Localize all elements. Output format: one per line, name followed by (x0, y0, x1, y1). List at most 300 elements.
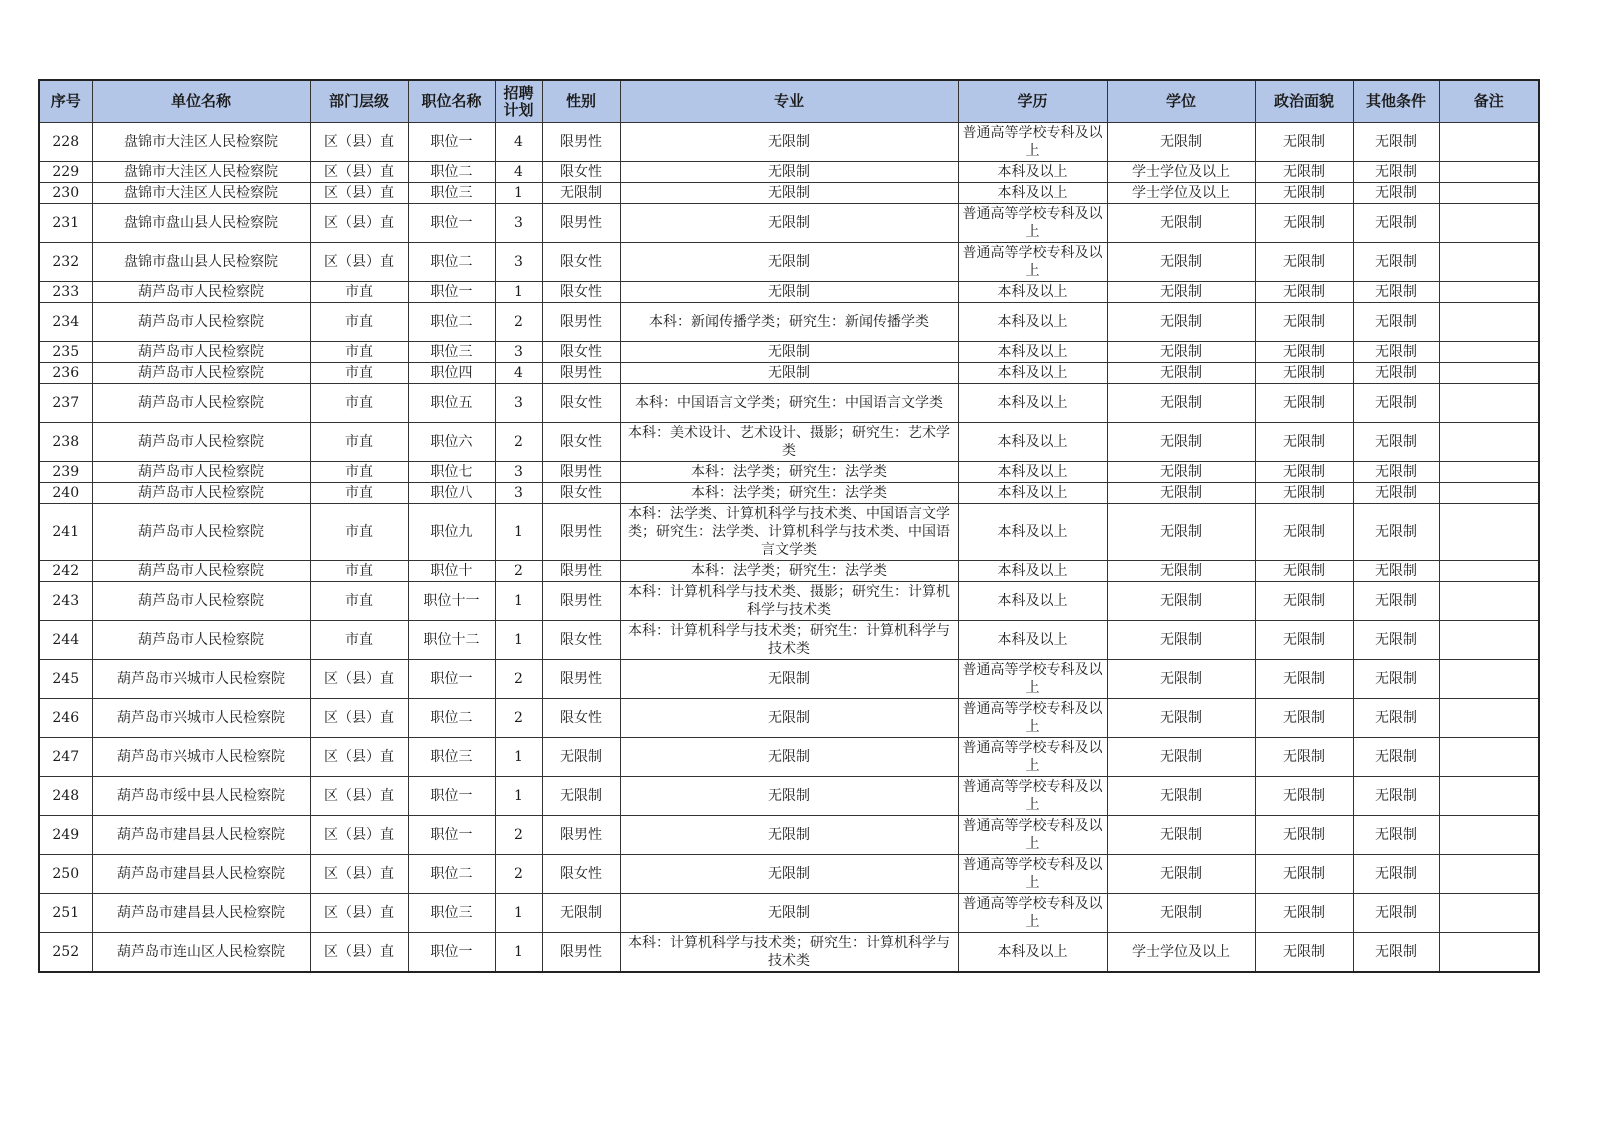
cell-recruitment-plan: 3 (495, 243, 542, 282)
cell-major: 无限制 (620, 183, 958, 204)
cell-major: 本科：新闻传播学类；研究生：新闻传播学类 (620, 303, 958, 342)
cell-major: 无限制 (620, 243, 958, 282)
cell-political-status: 无限制 (1255, 933, 1353, 973)
cell-remarks (1439, 462, 1539, 483)
cell-recruitment-plan: 2 (495, 699, 542, 738)
cell-recruitment-plan: 1 (495, 621, 542, 660)
cell-position-name: 职位一 (408, 777, 495, 816)
cell-serial-number: 235 (39, 342, 92, 363)
table-row (39, 621, 1539, 660)
cell-department-level: 市直 (310, 423, 408, 462)
cell-department-level: 区（县）直 (310, 738, 408, 777)
cell-gender: 限男性 (542, 816, 620, 855)
cell-political-status: 无限制 (1255, 816, 1353, 855)
cell-serial-number: 250 (39, 855, 92, 894)
table-row (39, 483, 1539, 504)
table-row (39, 423, 1539, 462)
table-row (39, 561, 1539, 582)
header-serial-number: 序号 (39, 80, 92, 123)
cell-remarks (1439, 816, 1539, 855)
cell-department-level: 区（县）直 (310, 243, 408, 282)
cell-recruitment-plan: 1 (495, 777, 542, 816)
cell-other-conditions: 无限制 (1353, 282, 1439, 303)
cell-position-name: 职位三 (408, 894, 495, 933)
cell-serial-number: 239 (39, 462, 92, 483)
recruitment-table (38, 79, 1540, 973)
cell-department-level: 区（县）直 (310, 816, 408, 855)
cell-serial-number: 242 (39, 561, 92, 582)
cell-department-level: 市直 (310, 303, 408, 342)
cell-unit-name: 葫芦岛市人民检察院 (92, 483, 310, 504)
cell-position-name: 职位六 (408, 423, 495, 462)
cell-remarks (1439, 660, 1539, 699)
cell-unit-name: 葫芦岛市人民检察院 (92, 342, 310, 363)
cell-position-name: 职位七 (408, 462, 495, 483)
cell-remarks (1439, 894, 1539, 933)
cell-major: 无限制 (620, 660, 958, 699)
cell-position-name: 职位九 (408, 504, 495, 561)
cell-other-conditions: 无限制 (1353, 699, 1439, 738)
cell-gender: 限女性 (542, 342, 620, 363)
cell-unit-name: 盘锦市大洼区人民检察院 (92, 183, 310, 204)
cell-degree: 无限制 (1107, 816, 1255, 855)
cell-serial-number: 230 (39, 183, 92, 204)
cell-remarks (1439, 561, 1539, 582)
cell-gender: 限女性 (542, 855, 620, 894)
cell-political-status: 无限制 (1255, 423, 1353, 462)
cell-department-level: 市直 (310, 621, 408, 660)
header-major: 专业 (620, 80, 958, 123)
cell-serial-number: 245 (39, 660, 92, 699)
cell-other-conditions: 无限制 (1353, 483, 1439, 504)
cell-unit-name: 盘锦市大洼区人民检察院 (92, 123, 310, 162)
cell-serial-number: 236 (39, 363, 92, 384)
cell-unit-name: 盘锦市盘山县人民检察院 (92, 243, 310, 282)
table-row (39, 384, 1539, 423)
cell-education: 普通高等学校专科及以上 (958, 855, 1107, 894)
cell-remarks (1439, 699, 1539, 738)
header-unit-name: 单位名称 (92, 80, 310, 123)
header-education: 学历 (958, 80, 1107, 123)
cell-other-conditions: 无限制 (1353, 423, 1439, 462)
cell-degree: 无限制 (1107, 303, 1255, 342)
cell-department-level: 区（县）直 (310, 777, 408, 816)
table-row (39, 303, 1539, 342)
cell-major: 无限制 (620, 282, 958, 303)
cell-serial-number: 247 (39, 738, 92, 777)
cell-department-level: 区（县）直 (310, 123, 408, 162)
cell-serial-number: 243 (39, 582, 92, 621)
cell-remarks (1439, 342, 1539, 363)
cell-recruitment-plan: 4 (495, 123, 542, 162)
cell-recruitment-plan: 1 (495, 183, 542, 204)
cell-unit-name: 葫芦岛市兴城市人民检察院 (92, 738, 310, 777)
cell-recruitment-plan: 4 (495, 363, 542, 384)
table-row (39, 660, 1539, 699)
cell-major: 本科：计算机科学与技术类；研究生：计算机科学与技术类 (620, 933, 958, 973)
cell-major: 无限制 (620, 738, 958, 777)
cell-education: 本科及以上 (958, 504, 1107, 561)
header-degree: 学位 (1107, 80, 1255, 123)
table-row (39, 933, 1539, 973)
cell-serial-number: 244 (39, 621, 92, 660)
cell-unit-name: 葫芦岛市兴城市人民检察院 (92, 699, 310, 738)
cell-gender: 限男性 (542, 204, 620, 243)
cell-political-status: 无限制 (1255, 561, 1353, 582)
cell-degree: 无限制 (1107, 243, 1255, 282)
cell-other-conditions: 无限制 (1353, 561, 1439, 582)
cell-recruitment-plan: 3 (495, 462, 542, 483)
cell-education: 本科及以上 (958, 303, 1107, 342)
cell-position-name: 职位二 (408, 162, 495, 183)
table-row (39, 894, 1539, 933)
cell-remarks (1439, 777, 1539, 816)
cell-department-level: 区（县）直 (310, 699, 408, 738)
cell-position-name: 职位八 (408, 483, 495, 504)
cell-other-conditions: 无限制 (1353, 816, 1439, 855)
table-row (39, 699, 1539, 738)
cell-degree: 无限制 (1107, 483, 1255, 504)
cell-department-level: 市直 (310, 384, 408, 423)
cell-department-level: 区（县）直 (310, 162, 408, 183)
cell-other-conditions: 无限制 (1353, 243, 1439, 282)
cell-gender: 限女性 (542, 282, 620, 303)
cell-position-name: 职位二 (408, 855, 495, 894)
cell-degree: 无限制 (1107, 621, 1255, 660)
cell-position-name: 职位十一 (408, 582, 495, 621)
cell-recruitment-plan: 2 (495, 303, 542, 342)
cell-gender: 限男性 (542, 933, 620, 973)
cell-gender: 限男性 (542, 363, 620, 384)
cell-major: 本科：美术设计、艺术设计、摄影；研究生：艺术学类 (620, 423, 958, 462)
cell-major: 本科：计算机科学与技术类、摄影；研究生：计算机科学与技术类 (620, 582, 958, 621)
cell-serial-number: 240 (39, 483, 92, 504)
cell-department-level: 区（县）直 (310, 204, 408, 243)
cell-other-conditions: 无限制 (1353, 363, 1439, 384)
cell-political-status: 无限制 (1255, 282, 1353, 303)
cell-other-conditions: 无限制 (1353, 462, 1439, 483)
cell-education: 普通高等学校专科及以上 (958, 204, 1107, 243)
table-row (39, 282, 1539, 303)
cell-degree: 无限制 (1107, 894, 1255, 933)
cell-position-name: 职位一 (408, 204, 495, 243)
cell-position-name: 职位一 (408, 123, 495, 162)
cell-major: 无限制 (620, 855, 958, 894)
cell-department-level: 区（县）直 (310, 855, 408, 894)
cell-unit-name: 葫芦岛市建昌县人民检察院 (92, 894, 310, 933)
table-row (39, 123, 1539, 162)
header-other-conditions: 其他条件 (1353, 80, 1439, 123)
cell-major: 本科：法学类、计算机科学与技术类、中国语言文学类；研究生：法学类、计算机科学与技术类、中国语言文学类 (620, 504, 958, 561)
cell-degree: 无限制 (1107, 504, 1255, 561)
cell-recruitment-plan: 3 (495, 204, 542, 243)
cell-serial-number: 231 (39, 204, 92, 243)
cell-degree: 无限制 (1107, 699, 1255, 738)
cell-position-name: 职位三 (408, 738, 495, 777)
cell-other-conditions: 无限制 (1353, 855, 1439, 894)
cell-gender: 限女性 (542, 483, 620, 504)
cell-degree: 学士学位及以上 (1107, 162, 1255, 183)
cell-serial-number: 252 (39, 933, 92, 973)
cell-major: 本科：法学类；研究生：法学类 (620, 483, 958, 504)
cell-remarks (1439, 738, 1539, 777)
cell-education: 普通高等学校专科及以上 (958, 777, 1107, 816)
cell-department-level: 市直 (310, 462, 408, 483)
table-row (39, 777, 1539, 816)
cell-education: 本科及以上 (958, 483, 1107, 504)
cell-department-level: 区（县）直 (310, 894, 408, 933)
cell-unit-name: 葫芦岛市兴城市人民检察院 (92, 660, 310, 699)
cell-recruitment-plan: 3 (495, 483, 542, 504)
cell-education: 本科及以上 (958, 363, 1107, 384)
cell-major: 无限制 (620, 162, 958, 183)
cell-other-conditions: 无限制 (1353, 123, 1439, 162)
cell-gender: 限女性 (542, 423, 620, 462)
cell-gender: 限男性 (542, 303, 620, 342)
cell-position-name: 职位四 (408, 363, 495, 384)
cell-degree: 无限制 (1107, 855, 1255, 894)
cell-political-status: 无限制 (1255, 582, 1353, 621)
table-row (39, 363, 1539, 384)
cell-remarks (1439, 123, 1539, 162)
cell-degree: 无限制 (1107, 123, 1255, 162)
cell-recruitment-plan: 1 (495, 894, 542, 933)
cell-unit-name: 葫芦岛市人民检察院 (92, 303, 310, 342)
cell-gender: 限女性 (542, 699, 620, 738)
table-row (39, 738, 1539, 777)
cell-recruitment-plan: 1 (495, 738, 542, 777)
cell-education: 本科及以上 (958, 183, 1107, 204)
cell-political-status: 无限制 (1255, 303, 1353, 342)
cell-position-name: 职位三 (408, 183, 495, 204)
cell-position-name: 职位一 (408, 282, 495, 303)
cell-degree: 无限制 (1107, 363, 1255, 384)
cell-education: 本科及以上 (958, 423, 1107, 462)
cell-department-level: 市直 (310, 561, 408, 582)
cell-unit-name: 葫芦岛市人民检察院 (92, 582, 310, 621)
cell-position-name: 职位一 (408, 660, 495, 699)
cell-remarks (1439, 243, 1539, 282)
cell-serial-number: 251 (39, 894, 92, 933)
cell-department-level: 市直 (310, 504, 408, 561)
header-position-name: 职位名称 (408, 80, 495, 123)
cell-unit-name: 盘锦市大洼区人民检察院 (92, 162, 310, 183)
table-row (39, 816, 1539, 855)
cell-recruitment-plan: 1 (495, 582, 542, 621)
cell-other-conditions: 无限制 (1353, 582, 1439, 621)
cell-position-name: 职位十 (408, 561, 495, 582)
cell-political-status: 无限制 (1255, 204, 1353, 243)
cell-political-status: 无限制 (1255, 384, 1353, 423)
cell-remarks (1439, 282, 1539, 303)
cell-gender: 限男性 (542, 561, 620, 582)
cell-gender: 限男性 (542, 582, 620, 621)
cell-serial-number: 248 (39, 777, 92, 816)
cell-political-status: 无限制 (1255, 621, 1353, 660)
cell-major: 本科：计算机科学与技术类；研究生：计算机科学与技术类 (620, 621, 958, 660)
cell-serial-number: 241 (39, 504, 92, 561)
cell-major: 本科：法学类；研究生：法学类 (620, 561, 958, 582)
cell-education: 本科及以上 (958, 582, 1107, 621)
cell-unit-name: 葫芦岛市人民检察院 (92, 561, 310, 582)
cell-recruitment-plan: 4 (495, 162, 542, 183)
cell-political-status: 无限制 (1255, 777, 1353, 816)
cell-unit-name: 葫芦岛市人民检察院 (92, 282, 310, 303)
table-row (39, 204, 1539, 243)
cell-department-level: 市直 (310, 582, 408, 621)
cell-other-conditions: 无限制 (1353, 303, 1439, 342)
table-row (39, 342, 1539, 363)
cell-education: 本科及以上 (958, 462, 1107, 483)
cell-other-conditions: 无限制 (1353, 777, 1439, 816)
cell-remarks (1439, 384, 1539, 423)
table-row (39, 462, 1539, 483)
cell-degree: 学士学位及以上 (1107, 183, 1255, 204)
cell-education: 普通高等学校专科及以上 (958, 660, 1107, 699)
cell-recruitment-plan: 2 (495, 423, 542, 462)
cell-education: 普通高等学校专科及以上 (958, 123, 1107, 162)
cell-unit-name: 葫芦岛市人民检察院 (92, 384, 310, 423)
cell-position-name: 职位二 (408, 699, 495, 738)
cell-serial-number: 233 (39, 282, 92, 303)
cell-political-status: 无限制 (1255, 483, 1353, 504)
cell-political-status: 无限制 (1255, 123, 1353, 162)
cell-remarks (1439, 303, 1539, 342)
cell-political-status: 无限制 (1255, 699, 1353, 738)
cell-recruitment-plan: 2 (495, 561, 542, 582)
cell-unit-name: 葫芦岛市建昌县人民检察院 (92, 816, 310, 855)
header-recruitment-plan: 招聘计划 (495, 80, 542, 123)
table-row (39, 162, 1539, 183)
cell-education: 本科及以上 (958, 621, 1107, 660)
cell-department-level: 区（县）直 (310, 933, 408, 973)
cell-degree: 无限制 (1107, 384, 1255, 423)
cell-political-status: 无限制 (1255, 504, 1353, 561)
cell-position-name: 职位一 (408, 816, 495, 855)
cell-serial-number: 232 (39, 243, 92, 282)
cell-degree: 无限制 (1107, 204, 1255, 243)
cell-gender: 限女性 (542, 384, 620, 423)
cell-unit-name: 葫芦岛市建昌县人民检察院 (92, 855, 310, 894)
cell-remarks (1439, 162, 1539, 183)
cell-gender: 限男性 (542, 660, 620, 699)
cell-recruitment-plan: 2 (495, 660, 542, 699)
cell-other-conditions: 无限制 (1353, 738, 1439, 777)
cell-education: 普通高等学校专科及以上 (958, 738, 1107, 777)
cell-other-conditions: 无限制 (1353, 504, 1439, 561)
cell-serial-number: 246 (39, 699, 92, 738)
cell-department-level: 市直 (310, 363, 408, 384)
cell-major: 无限制 (620, 816, 958, 855)
cell-political-status: 无限制 (1255, 162, 1353, 183)
cell-recruitment-plan: 3 (495, 342, 542, 363)
cell-remarks (1439, 483, 1539, 504)
cell-degree: 无限制 (1107, 423, 1255, 462)
cell-position-name: 职位三 (408, 342, 495, 363)
header-gender: 性别 (542, 80, 620, 123)
cell-gender: 无限制 (542, 777, 620, 816)
cell-gender: 限女性 (542, 162, 620, 183)
table-row (39, 582, 1539, 621)
table-body (39, 123, 1539, 973)
table-row (39, 183, 1539, 204)
cell-recruitment-plan: 2 (495, 855, 542, 894)
cell-gender: 限女性 (542, 243, 620, 282)
cell-degree: 无限制 (1107, 660, 1255, 699)
table-header-row (39, 80, 1539, 123)
cell-remarks (1439, 582, 1539, 621)
cell-other-conditions: 无限制 (1353, 162, 1439, 183)
cell-education: 普通高等学校专科及以上 (958, 894, 1107, 933)
cell-major: 无限制 (620, 204, 958, 243)
cell-other-conditions: 无限制 (1353, 933, 1439, 973)
cell-political-status: 无限制 (1255, 855, 1353, 894)
cell-position-name: 职位二 (408, 243, 495, 282)
cell-serial-number: 237 (39, 384, 92, 423)
cell-political-status: 无限制 (1255, 342, 1353, 363)
cell-education: 本科及以上 (958, 561, 1107, 582)
cell-position-name: 职位十二 (408, 621, 495, 660)
cell-remarks (1439, 933, 1539, 973)
cell-degree: 无限制 (1107, 738, 1255, 777)
cell-degree: 无限制 (1107, 777, 1255, 816)
cell-department-level: 区（县）直 (310, 660, 408, 699)
cell-unit-name: 葫芦岛市人民检察院 (92, 363, 310, 384)
cell-degree: 无限制 (1107, 282, 1255, 303)
cell-remarks (1439, 183, 1539, 204)
cell-political-status: 无限制 (1255, 738, 1353, 777)
cell-education: 本科及以上 (958, 933, 1107, 973)
cell-major: 无限制 (620, 777, 958, 816)
cell-political-status: 无限制 (1255, 894, 1353, 933)
cell-major: 本科：中国语言文学类；研究生：中国语言文学类 (620, 384, 958, 423)
cell-political-status: 无限制 (1255, 462, 1353, 483)
cell-degree: 无限制 (1107, 561, 1255, 582)
cell-gender: 无限制 (542, 738, 620, 777)
recruitment-table-container (38, 79, 1538, 973)
cell-recruitment-plan: 2 (495, 816, 542, 855)
table-row (39, 243, 1539, 282)
cell-major: 无限制 (620, 363, 958, 384)
cell-political-status: 无限制 (1255, 243, 1353, 282)
cell-gender: 限男性 (542, 504, 620, 561)
cell-education: 本科及以上 (958, 342, 1107, 363)
cell-major: 本科：法学类；研究生：法学类 (620, 462, 958, 483)
cell-remarks (1439, 621, 1539, 660)
cell-remarks (1439, 855, 1539, 894)
cell-major: 无限制 (620, 123, 958, 162)
table-row (39, 504, 1539, 561)
cell-position-name: 职位二 (408, 303, 495, 342)
cell-education: 本科及以上 (958, 162, 1107, 183)
cell-serial-number: 234 (39, 303, 92, 342)
cell-other-conditions: 无限制 (1353, 342, 1439, 363)
cell-department-level: 市直 (310, 483, 408, 504)
table-row (39, 855, 1539, 894)
cell-education: 本科及以上 (958, 384, 1107, 423)
cell-recruitment-plan: 3 (495, 384, 542, 423)
header-remarks: 备注 (1439, 80, 1539, 123)
cell-gender: 限男性 (542, 123, 620, 162)
cell-unit-name: 葫芦岛市人民检察院 (92, 504, 310, 561)
cell-education: 普通高等学校专科及以上 (958, 816, 1107, 855)
cell-education: 本科及以上 (958, 282, 1107, 303)
cell-gender: 无限制 (542, 183, 620, 204)
cell-gender: 限女性 (542, 621, 620, 660)
cell-other-conditions: 无限制 (1353, 660, 1439, 699)
cell-unit-name: 葫芦岛市绥中县人民检察院 (92, 777, 310, 816)
cell-education: 普通高等学校专科及以上 (958, 699, 1107, 738)
